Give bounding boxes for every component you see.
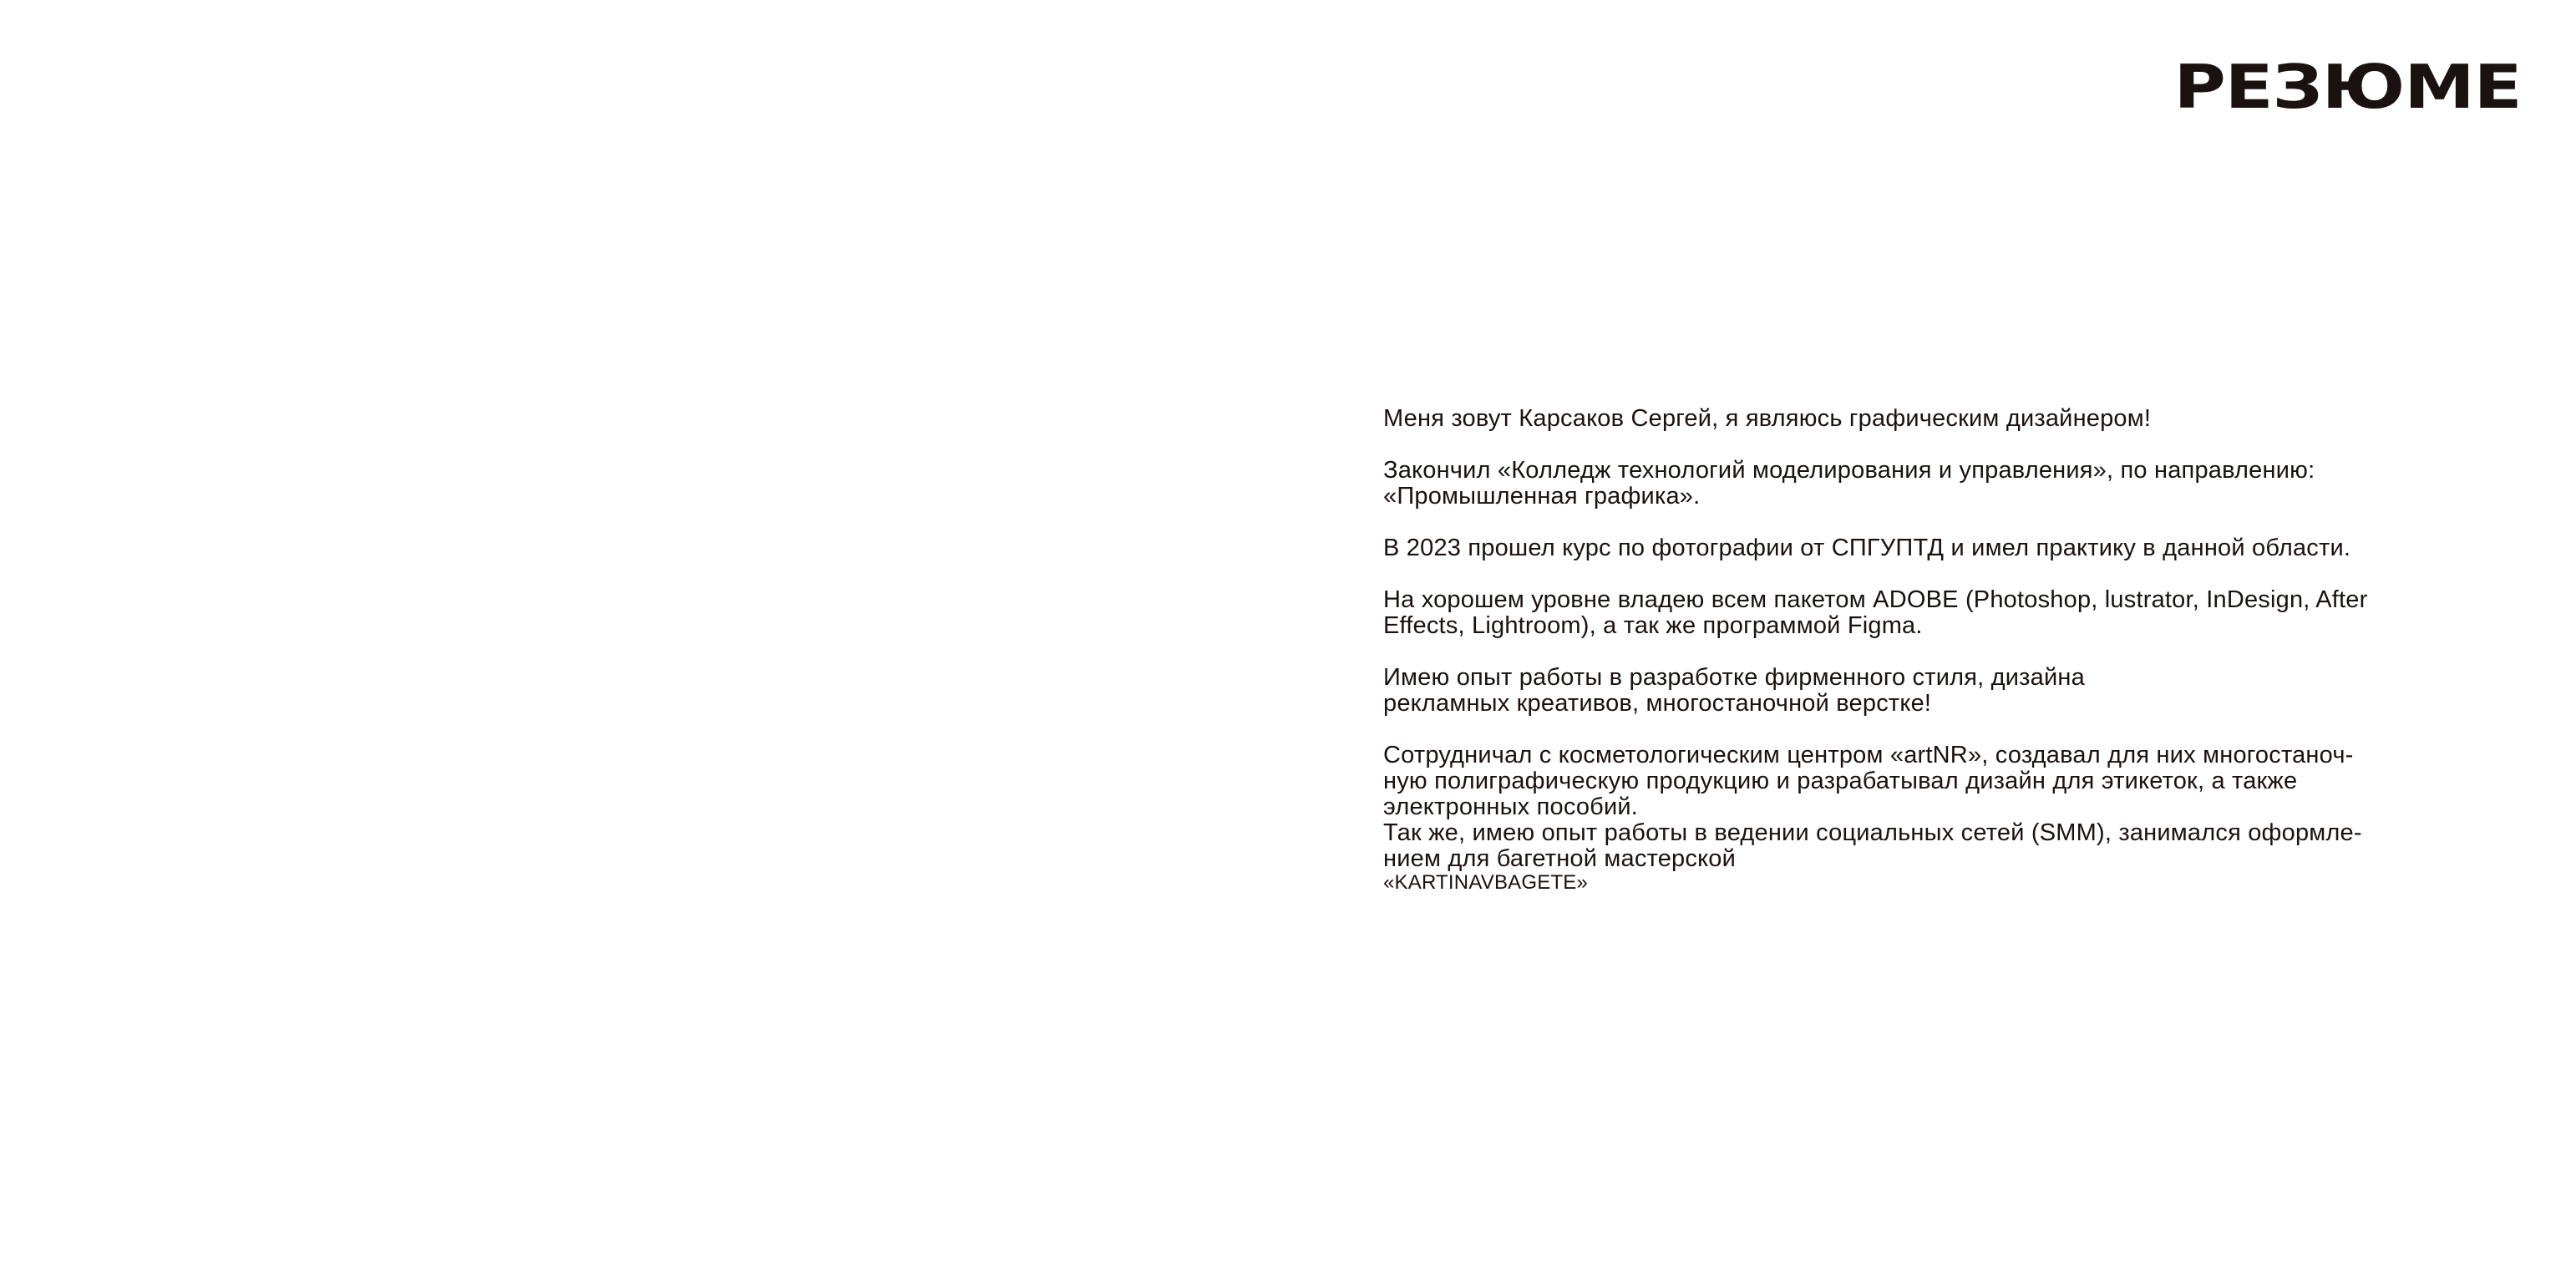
text-line: Effects, Lightroom), а так же программой Figma.: [1383, 612, 1923, 639]
intro-paragraph: [1383, 406, 2544, 432]
experience-paragraph: [1383, 665, 2544, 717]
course-paragraph: [1383, 535, 2544, 561]
text-line: Так же, имею опыт работы в ведении социальных сетей (SMM), занимался оформле-: [1383, 819, 2362, 846]
resume-text: [1383, 406, 2544, 894]
education-paragraph: [1383, 458, 2544, 510]
collaboration-paragraph: [1383, 743, 2544, 894]
text-line: Меня зовут Карсаков Сергей, я являюсь графическим дизайнером!: [1383, 405, 2152, 432]
text-line: ную полиграфическую продукцию и разрабатывал дизайн для этикеток, а также: [1383, 768, 2298, 794]
text-line: «Промышленная графика».: [1383, 483, 1701, 510]
page-title: РЕЗЮМЕ: [2173, 52, 2521, 122]
text-line: Закончил «Колледж технологий моделирования и управления», по направлению:: [1383, 457, 2315, 484]
text-line: Сотрудничал с косметологическим центром «artNR», создавал для них многостаноч-: [1383, 742, 2354, 768]
text-line: На хорошем уровне владею всем пакетом ADOBE (Photoshop, lustrator, InDesign, After: [1383, 586, 2368, 613]
text-line: рекламных креативов, многостаночной верстке!: [1383, 690, 1932, 717]
studio-name: «KARTINAVBAGETE»: [1383, 871, 1589, 894]
skills-paragraph: [1383, 587, 2544, 639]
text-line: нием для багетной мастерской: [1383, 845, 1737, 872]
text-line: электронных пособий.: [1383, 794, 1639, 820]
text-line: В 2023 прошел курс по фотографии от СПГУПТД и имел практику в данной области.: [1383, 535, 2351, 561]
text-line: Имею опыт работы в разработке фирменного стиля, дизайна: [1383, 664, 2085, 691]
